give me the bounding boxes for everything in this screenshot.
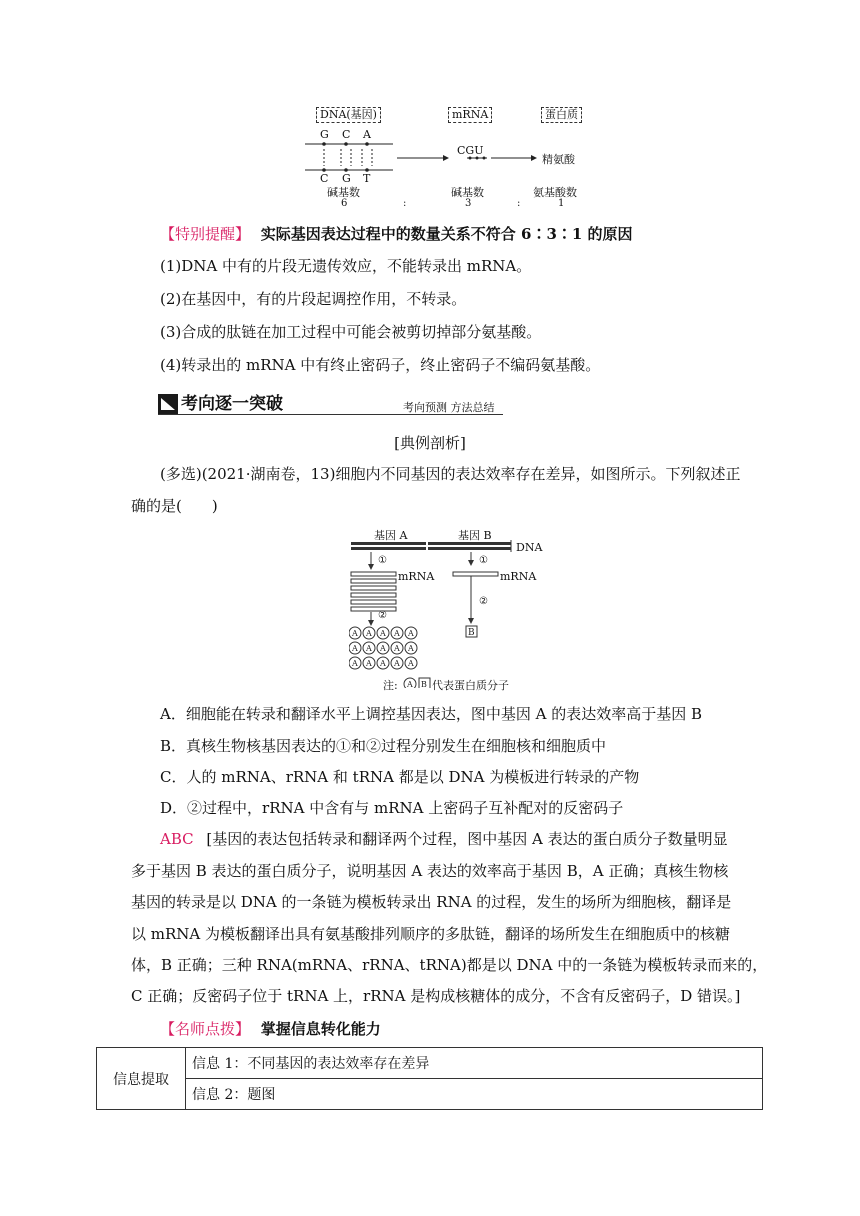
table-row xyxy=(97,1079,763,1110)
option-c: C．人的 mRNA、rRNA 和 tRNA 都是以 DNA 为模板进行转录的产物 xyxy=(160,768,640,786)
count-label-mrna: 碱基数 xyxy=(451,186,484,199)
step-1-label-a: ① xyxy=(378,555,387,566)
dna-label: DNA xyxy=(516,541,543,554)
top-base-3: A xyxy=(363,128,371,141)
note-prefix: 注: xyxy=(383,679,398,692)
gene-a-label: 基因 A xyxy=(374,529,408,542)
question-text: (多选)(2021·湖南卷，13)细胞内不同基因的表达效率存在差异，如图所示。下列叙述正 xyxy=(160,465,741,483)
amino-acid-label: 精氨酸 xyxy=(542,153,575,166)
svg-text:A: A xyxy=(394,659,400,668)
explanation-text: 以 mRNA 为模板翻译出具有氨基酸排列顺序的多肽链，翻译的场所发生在细胞质中的核糖 xyxy=(131,925,731,943)
answer-key: ABC xyxy=(160,830,194,848)
question-text-cont: 确的是( ) xyxy=(131,497,218,515)
top-base-2: C xyxy=(342,128,351,141)
ratio-colon-2: : xyxy=(517,198,521,209)
svg-text:B: B xyxy=(421,680,427,688)
codon-label: CGU xyxy=(457,144,484,157)
reminder-item: (3)合成的肽链在加工过程中可能会被剪切掉部分氨基酸。 xyxy=(160,323,542,341)
ratio-1: 1 xyxy=(558,198,565,209)
protein-label: 蛋白质 xyxy=(541,107,582,123)
top-base-1: G xyxy=(320,128,329,141)
teacher-tip-tag: 【名师点拨】 xyxy=(160,1020,251,1038)
bottom-base-3: T xyxy=(363,172,371,185)
section-subtitle: 考向预测 方法总结 xyxy=(403,401,495,414)
reminder-item: (4)转录出的 mRNA 中有终止密码子，终止密码子不编码氨基酸。 xyxy=(160,356,601,374)
count-label-protein: 氨基酸数 xyxy=(533,186,577,199)
table-row xyxy=(97,1048,763,1079)
mrna-label-b: mRNA xyxy=(500,570,537,583)
svg-text:A: A xyxy=(352,629,358,638)
answer-line-1 xyxy=(160,829,728,849)
reminder-item: (1)DNA 中有的片段无遗传效应，不能转录出 mRNA。 xyxy=(160,257,532,275)
example-heading: [典例剖析] xyxy=(394,434,466,452)
ratio-colon-1: : xyxy=(403,198,407,209)
reminder-item: (2)在基因中，有的片段起调控作用，不转录。 xyxy=(160,290,467,308)
option-b: B．真核生物核基因表达的①和②过程分别发生在细胞核和细胞质中 xyxy=(160,737,607,755)
info-table-cell: 信息 1：不同基因的表达效率存在差异 xyxy=(186,1048,763,1079)
svg-text:A: A xyxy=(394,629,400,638)
explanation-text: 基因的转录是以 DNA 的一条链为模板转录出 RNA 的过程，发生的场所为细胞核，翻译是 xyxy=(131,893,732,911)
explanation-text: [基因的表达包括转录和翻译两个过程，图中基因 A 表达的蛋白质分子数量明显 xyxy=(206,830,728,848)
svg-text:B: B xyxy=(468,628,475,638)
count-label-dna: 碱基数 xyxy=(327,186,360,199)
section-rule xyxy=(158,414,503,415)
step-2-label-b: ② xyxy=(479,596,488,607)
svg-text:A: A xyxy=(380,659,386,668)
svg-text:A: A xyxy=(366,644,372,653)
step-2-label-a: ② xyxy=(378,610,387,621)
bottom-base-1: C xyxy=(320,172,329,185)
ratio-6: 6 xyxy=(341,198,348,209)
mrna-label-a: mRNA xyxy=(398,570,435,583)
special-reminder xyxy=(160,224,633,244)
option-d: D．②过程中，rRNA 中含有与 mRNA 上密码子互补配对的反密码子 xyxy=(160,799,624,817)
svg-text:A: A xyxy=(352,659,358,668)
svg-text:A: A xyxy=(380,629,386,638)
info-table-header: 信息提取 xyxy=(97,1048,186,1110)
dna-gene-label: DNA(基因) xyxy=(316,107,381,123)
svg-text:A: A xyxy=(352,644,358,653)
svg-text:A: A xyxy=(408,659,414,668)
special-reminder-title: 实际基因表达过程中的数量关系不符合 6∶3∶1 的原因 xyxy=(260,225,633,243)
info-table xyxy=(96,1047,763,1110)
svg-text:A: A xyxy=(366,659,372,668)
teacher-tip-title: 掌握信息转化能力 xyxy=(260,1020,381,1038)
svg-text:A: A xyxy=(380,644,386,653)
dna-strands-graphic xyxy=(305,140,395,174)
bottom-base-2: G xyxy=(342,172,351,185)
gene-b-label: 基因 B xyxy=(458,529,492,542)
explanation-text: 多于基因 B 表达的蛋白质分子，说明基因 A 表达的效率高于基因 B，A 正确；真核生物核 xyxy=(131,862,729,880)
explanation-text: C 正确；反密码子位于 tRNA 上，rRNA 是构成核糖体的成分，不含有反密码子，D 错误。] xyxy=(131,987,741,1005)
step-1-label-b: ① xyxy=(479,555,488,566)
mrna-label: mRNA xyxy=(448,107,492,123)
teacher-tip xyxy=(160,1019,381,1039)
note-text: 代表蛋白质分子 xyxy=(432,679,509,692)
svg-text:A: A xyxy=(366,629,372,638)
info-table-cell: 信息 2：题图 xyxy=(186,1079,763,1110)
svg-text:A: A xyxy=(394,644,400,653)
section-title: 考向逐一突破 xyxy=(181,394,283,414)
explanation-text: 体，B 正确；三种 RNA(mRNA、rRNA、tRNA)都是以 DNA 中的一条链为模板转录而来的， xyxy=(131,956,768,974)
svg-text:A: A xyxy=(407,680,413,688)
option-a: A．细胞能在转录和翻译水平上调控基因表达，图中基因 A 的表达效率高于基因 B xyxy=(160,705,702,723)
section-marker-icon xyxy=(158,394,178,414)
svg-text:A: A xyxy=(408,644,414,653)
svg-text:A: A xyxy=(408,629,414,638)
ratio-3: 3 xyxy=(465,198,472,209)
special-reminder-tag: 【特别提醒】 xyxy=(160,225,251,243)
